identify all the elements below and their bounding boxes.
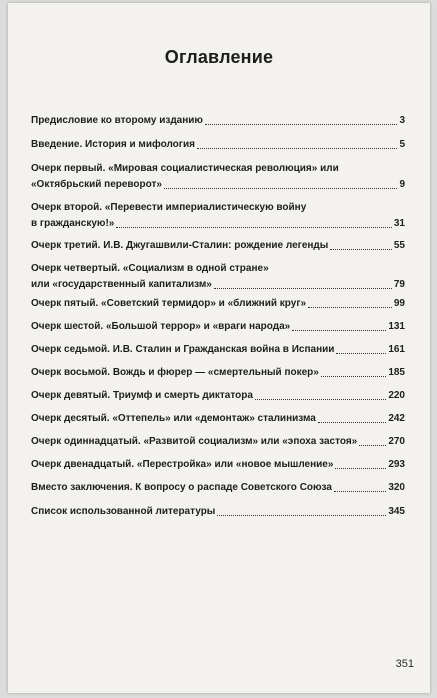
toc-entry[interactable]	[31, 238, 405, 254]
toc-entry-page: 242	[388, 413, 405, 424]
toc-entry-page: 99	[393, 298, 405, 309]
toc-entry-title: или «государственный капитализм»	[31, 279, 212, 290]
toc-entry[interactable]	[31, 457, 405, 473]
toc-entry-title: Предисловие ко второму изданию	[31, 115, 203, 126]
toc-entry-page: 270	[388, 436, 405, 447]
toc-entry[interactable]	[31, 411, 405, 427]
toc-entry[interactable]	[31, 504, 405, 520]
toc-entry-page: 55	[393, 240, 405, 251]
dot-leader	[359, 445, 386, 446]
toc-entry-title: Список использованной литературы	[31, 506, 216, 517]
toc-entry-title-line: Очерк четвертый. «Социализм в одной стране»	[31, 263, 269, 274]
toc-entry[interactable]	[31, 342, 405, 358]
toc-entry[interactable]	[31, 319, 405, 335]
dot-leader	[197, 148, 398, 149]
toc-entry-title: Очерк третий. И.В. Джугашвили-Сталин: рождение легенды	[31, 240, 329, 251]
toc-entry[interactable]	[31, 296, 405, 312]
dot-leader	[330, 249, 392, 250]
toc-entry-title-line: Очерк первый. «Мировая социалистическая революция» или	[31, 163, 339, 174]
toc-entry-title: Очерк двенадцатый. «Перестройка» или «новое мышление»	[31, 459, 334, 470]
toc-entry[interactable]	[31, 480, 405, 496]
toc-entry[interactable]	[31, 434, 405, 450]
toc-entry-title: Очерк одиннадцатый. «Развитой социализм» или «эпоха застоя»	[31, 436, 358, 447]
toc-entry-page: 79	[393, 279, 405, 290]
toc-entry[interactable]	[31, 137, 405, 153]
toc-entry-title: Введение. История и мифология	[31, 139, 195, 150]
toc-entry[interactable]	[31, 161, 405, 193]
toc-entry-page: 3	[399, 115, 405, 126]
book-page	[8, 3, 430, 693]
toc-entry[interactable]	[31, 200, 405, 232]
dot-leader	[292, 330, 386, 331]
dot-leader	[335, 468, 386, 469]
dot-leader	[214, 288, 392, 289]
toc-entry-page: 185	[388, 367, 405, 378]
toc-entry-title: Очерк шестой. «Большой террор» и «враги народа»	[31, 321, 291, 332]
toc-entry-title: в гражданскую!»	[31, 218, 115, 229]
toc-entry-page: 293	[388, 459, 405, 470]
page-number: 351	[395, 658, 414, 670]
toc-entry-page: 31	[393, 218, 405, 229]
toc-entry-page: 131	[388, 321, 405, 332]
toc-entry-page: 161	[388, 344, 405, 355]
dot-leader	[318, 422, 386, 423]
dot-leader	[116, 227, 392, 228]
toc-entry-page: 320	[388, 482, 405, 493]
toc-entry[interactable]	[31, 365, 405, 381]
toc-entry-page: 220	[388, 390, 405, 401]
toc-entry[interactable]	[31, 388, 405, 404]
toc-entry[interactable]	[31, 113, 405, 129]
toc-entry-page: 345	[388, 506, 405, 517]
toc-entry-page: 9	[399, 179, 405, 190]
dot-leader	[321, 376, 386, 377]
toc-entry-title: «Октябрьский переворот»	[31, 179, 162, 190]
toc-entry-title: Очерк седьмой. И.В. Сталин и Гражданская война в Испании	[31, 344, 335, 355]
toc-entry-title-line: Очерк второй. «Перевести империалистическую войну	[31, 202, 307, 213]
toc-entry-title: Очерк пятый. «Советский термидор» и «ближний круг»	[31, 298, 307, 309]
page-title: Оглавление	[164, 47, 274, 67]
toc-entry-title: Очерк девятый. Триумф и смерть диктатора	[31, 390, 253, 401]
dot-leader	[255, 399, 386, 400]
toc-entry-title: Вместо заключения. К вопросу о распаде Советского Союза	[31, 482, 332, 493]
toc-entry-title: Очерк десятый. «Оттепель» или «демонтаж» сталинизма	[31, 413, 316, 424]
dot-leader	[336, 353, 386, 354]
dot-leader	[217, 515, 386, 516]
toc-entry[interactable]	[31, 261, 405, 293]
dot-leader	[164, 188, 397, 189]
dot-leader	[334, 491, 386, 492]
toc-entry-page: 5	[399, 139, 405, 150]
dot-leader	[205, 124, 397, 125]
dot-leader	[308, 307, 392, 308]
toc-entry-title: Очерк восьмой. Вождь и фюрер — «смертельный покер»	[31, 367, 319, 378]
